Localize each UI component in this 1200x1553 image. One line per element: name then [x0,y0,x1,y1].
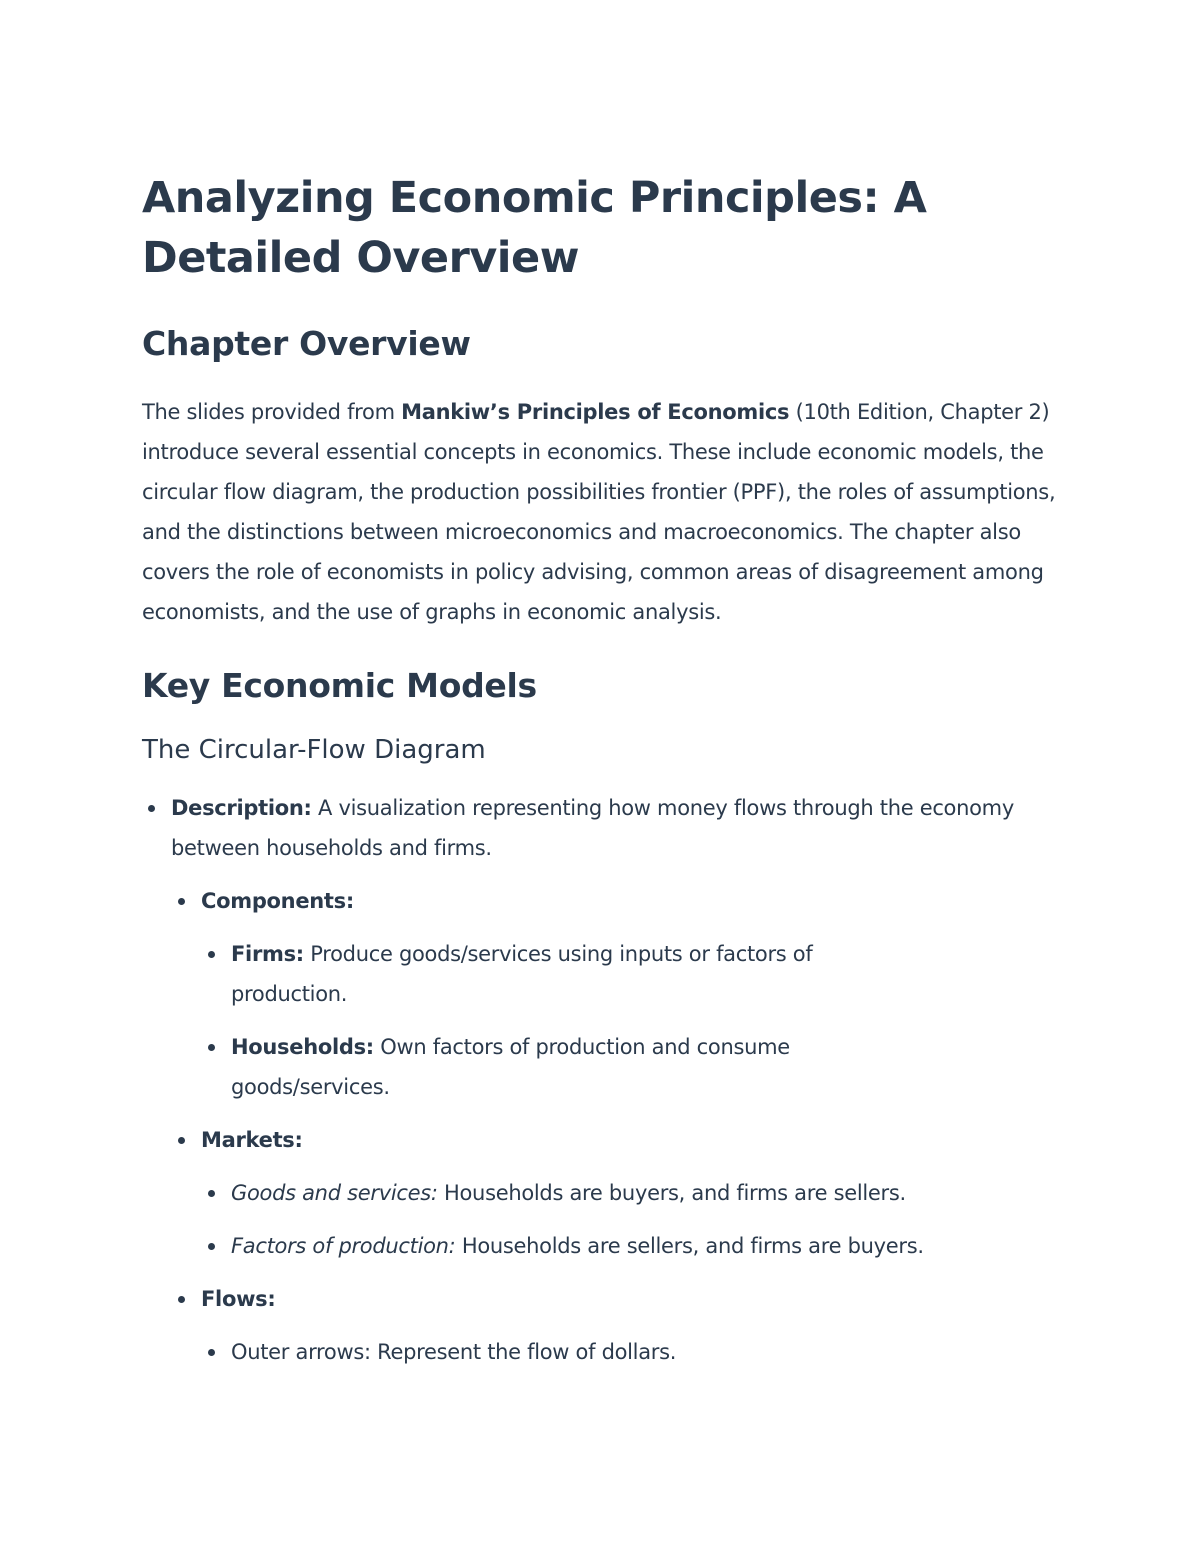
list-item-components [201,881,1051,1107]
list-item-flows [201,1279,1051,1372]
chapter-overview-paragraph [142,392,1057,632]
list-item-goods-services [231,1173,1051,1213]
book-title-bold: Mankiw’s Principles of Economics [401,400,790,424]
flows-list [201,1332,1051,1372]
flows-label: Flows: [201,1287,276,1311]
components-list [201,934,1051,1107]
firms-term: Firms: [231,942,304,966]
circular-flow-list [142,788,1072,1372]
section-heading-key-models: Key Economic Models [142,666,537,705]
description-text: A visualization representing how money flows through the economy between households and firms. [171,796,1014,860]
components-label: Components: [201,889,354,913]
households-term: Households: [231,1035,374,1059]
list-item-households [231,1027,931,1107]
section-heading-chapter-overview: Chapter Overview [142,324,471,363]
intro-text-start: The slides provided from [142,400,402,424]
firms-text: Produce goods/services using inputs or factors of production. [231,942,813,1006]
list-item-markets [201,1120,1051,1266]
description-label: Description: [171,796,312,820]
goods-services-text: Households are buyers, and firms are sellers. [437,1181,906,1205]
list-item-factors-production [231,1226,1051,1266]
subheading-circular-flow: The Circular-Flow Diagram [142,735,486,765]
factors-production-term: Factors of production: [231,1234,456,1258]
circular-flow-sublist [171,881,1051,1372]
outer-arrows-text: Outer arrows: Represent the flow of dollars. [231,1340,677,1364]
document-title: Analyzing Economic Principles: A Detailed Overview [142,173,927,283]
list-item-outer-arrows [231,1332,1051,1372]
document-page [142,168,1072,1372]
markets-label: Markets: [201,1128,303,1152]
list-item-description [171,788,1051,1372]
intro-text-end: (10th Edition, Chapter 2) introduce several essential concepts in economics. These include economic models, the circular flow diagram, the production possibilities frontier (PPF), the roles of assumptions, and the distinctions between microeconomics and macroeconomics. The chapter also covers the role of economists in policy advising, common areas of disagreement among economists, and the use of graphs in economic analysis. [142,400,1056,624]
households-text: Own factors of production and consume goods/services. [231,1035,790,1099]
factors-production-text: Households are sellers, and firms are buyers. [455,1234,924,1258]
list-item-firms [231,934,931,1014]
goods-services-term: Goods and services: [231,1181,438,1205]
markets-list [201,1173,1051,1266]
